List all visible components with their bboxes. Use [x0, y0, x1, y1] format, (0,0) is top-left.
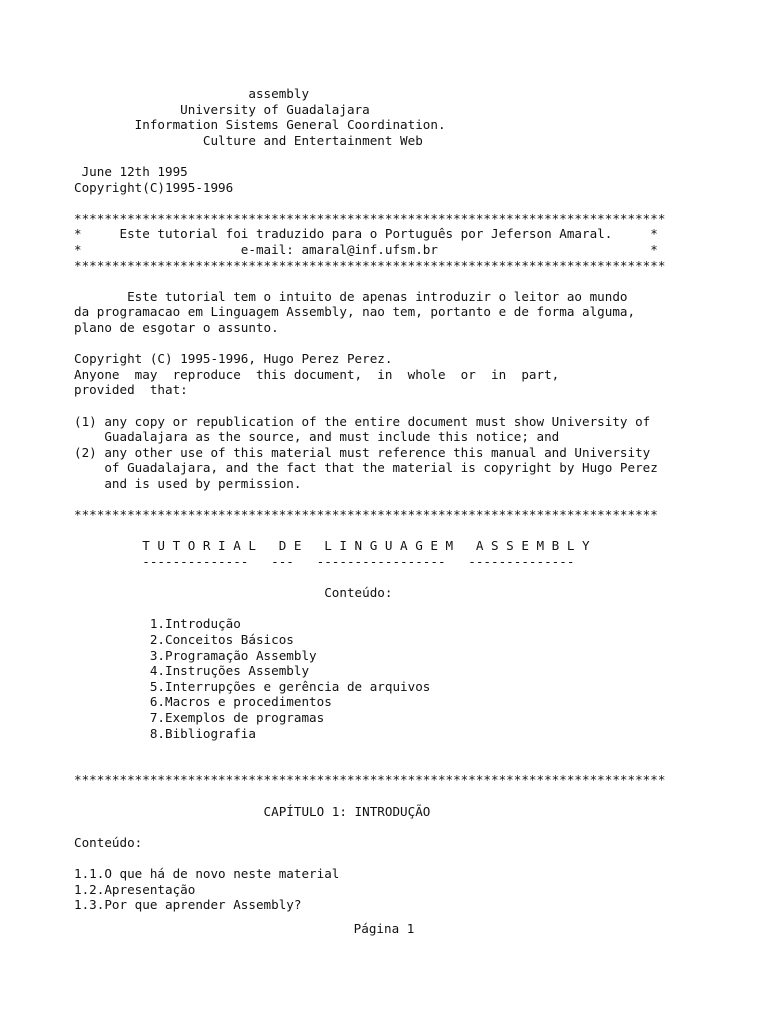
- toc-item: 5.Interrupções e gerência de arquivos: [74, 678, 431, 694]
- license-line-1: Copyright (C) 1995-1996, Hugo Perez Perez.: [74, 351, 393, 367]
- toc-item: 3.Programação Assembly: [74, 647, 317, 663]
- header-title: assembly: [74, 86, 310, 101]
- chapter-item: 1.2.Apresentação: [74, 881, 196, 897]
- separator-stars-1: *****************************************************************************: [74, 507, 658, 523]
- toc-item: 7.Exemplos de programas: [74, 710, 325, 725]
- document-copyright: Copyright(C)1995-1996: [74, 179, 234, 195]
- license-line-8: of Guadalajara, and the fact that the material is copyright by Hugo Perez: [74, 460, 658, 476]
- toc-item: 1.Introdução: [74, 616, 241, 632]
- intro-line-3: plano de esgotar o assunto.: [74, 320, 279, 335]
- tutorial-title: T U T O R I A L D E L I N G U A G E M A S S E M B L Y: [74, 538, 590, 554]
- license-line-3: provided that:: [74, 382, 188, 398]
- chapter-item: 1.1.O que há de novo neste material: [74, 866, 340, 881]
- chapter-item: 1.3.Por que aprender Assembly?: [74, 897, 302, 913]
- license-line-6: Guadalajara as the source, and must include this notice; and: [74, 429, 560, 445]
- header-web: Culture and Entertainment Web: [74, 132, 423, 148]
- intro-line-2: da programacao em Linguagem Assembly, nao tem, portanto e de forma alguma,: [74, 304, 636, 320]
- license-line-7: (2) any other use of this material must reference this manual and University: [74, 444, 651, 460]
- toc-item: 4.Instruções Assembly: [74, 663, 310, 679]
- translator-box-line1: * Este tutorial foi traduzido para o Português por Jeferson Amaral. *: [74, 226, 658, 242]
- chapter-title: CAPÍTULO 1: INTRODUÇÃO: [74, 803, 431, 819]
- toc-heading: Conteúdo:: [74, 585, 393, 601]
- tutorial-title-underline: -------------- --- ----------------- --------------: [74, 554, 575, 569]
- toc-item: 8.Bibliografia: [74, 725, 256, 741]
- translator-box-top-border: ******************************************************************************: [74, 210, 666, 226]
- page-number: Página 1: [353, 921, 415, 936]
- toc-item: 2.Conceitos Básicos: [74, 632, 294, 647]
- toc-item: 6.Macros e procedimentos: [74, 694, 332, 710]
- header-coordination: Information Sistems General Coordination.: [74, 117, 446, 133]
- license-line-9: and is used by permission.: [74, 476, 302, 491]
- intro-line-1: Este tutorial tem o intuito de apenas introduzir o leitor ao mundo: [74, 288, 628, 304]
- license-line-2: Anyone may reproduce this document, in whole or in part,: [74, 366, 560, 382]
- header-university: University of Guadalajara: [74, 101, 370, 117]
- translator-box-email: * e-mail: amaral@inf.ufsm.br *: [74, 242, 658, 257]
- chapter-contents-label: Conteúdo:: [74, 834, 143, 850]
- document-date: June 12th 1995: [74, 164, 188, 179]
- translator-box-bottom-border: ******************************************************************************: [74, 257, 666, 273]
- license-line-5: (1) any copy or republication of the entire document must show University of: [74, 413, 651, 429]
- separator-stars-2: ******************************************************************************: [74, 772, 666, 788]
